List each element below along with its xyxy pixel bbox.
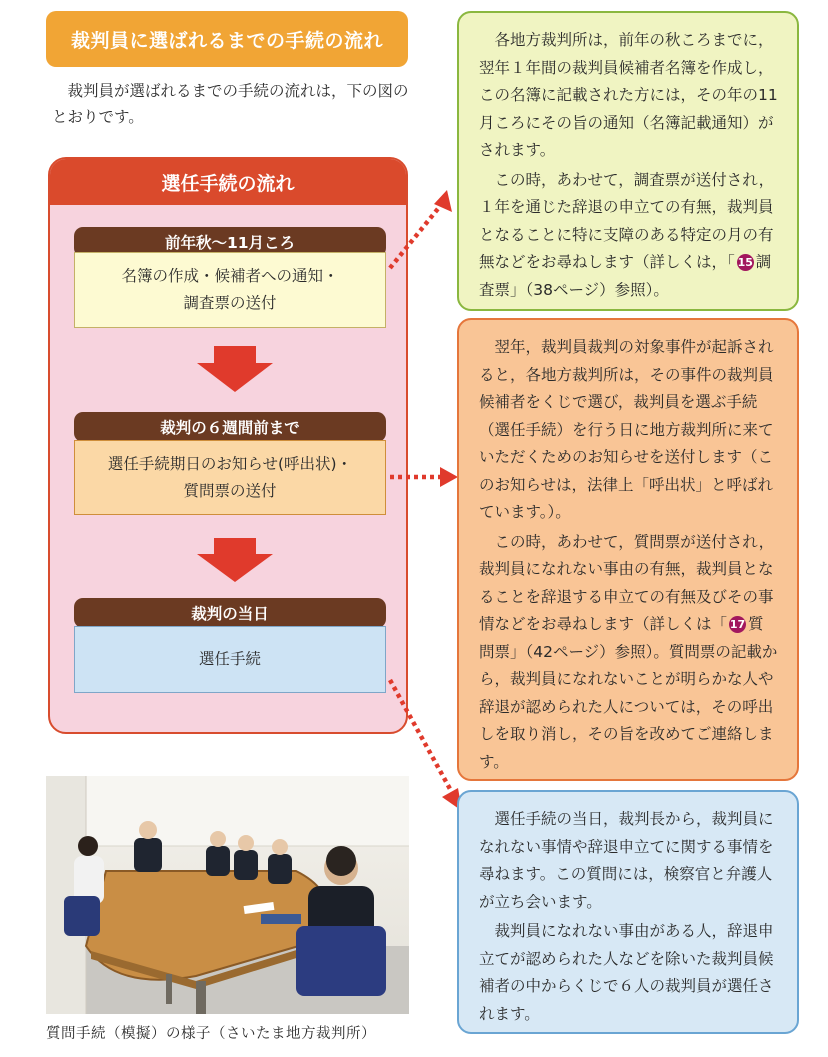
note-2-p2-text-a: この時，あわせて，質問票が送付され，裁判員になれない事由の有無，裁判員となることを辞退する申立ての有無及びその事情などをお尋ねします（詳しくは「: [479, 532, 775, 633]
stage-2-line-2: 質問票の送付: [183, 481, 277, 500]
note-1-paragraph-2: [479, 167, 779, 305]
courtroom-photo: [46, 776, 409, 1014]
note-2-paragraph-1: 翌年，裁判員裁判の対象事件が起訴されると，各地方裁判所は，その事件の裁判員候補者をくじで選び，裁判員を選ぶ手続（選任手続）を行う日に地方裁判所に来ていただくためのお知らせを送付します（このお知らせは，法律上「呼出状」と呼ばれています。）。: [479, 338, 774, 521]
note-box-selection-day: [457, 790, 799, 1034]
stage-3-label: 裁判の当日: [74, 598, 386, 628]
down-arrow-icon: [197, 538, 273, 582]
stage-1-line-1: 名簿の作成・候補者への通知・: [121, 267, 339, 285]
note-2-p2-text-b: 質問票」（42ページ）参照）。質問票の記載から，裁判員になれないことが明らかな人や辞退が認められた人については，その呼出しを取り消し，その旨を改めてご連絡します。: [479, 615, 778, 771]
connector-line-1: [390, 200, 445, 268]
photo-caption: 質問手続（模擬）の様子（さいたま地方裁判所）: [46, 1026, 376, 1042]
note-box-roster: [457, 11, 799, 311]
note-2-paragraph-2: [479, 529, 779, 777]
note-3-paragraph-2: 裁判員になれない事由がある人，辞退申立てが認められた人などを除いた裁判員候補者の中からくじで６人の裁判員が選任されます。: [479, 922, 774, 1023]
note-1-paragraph-1: 各地方裁判所は，前年の秋ころまでに，翌年１年間の裁判員候補者名簿を作成し，この名簿に記載された方には，その年の11月ころにその旨の通知（名簿記載通知）がされます。: [479, 31, 778, 159]
number-badge-17: 17: [729, 616, 746, 633]
stage-3-line-1: 選任手続: [198, 650, 261, 668]
note-1-p2-text-b: 調査票」（38ページ）参照）。: [479, 253, 772, 299]
note-3-paragraph-1: 選任手続の当日，裁判長から，裁判員になれない事情や辞退申立てに関する事情を尋ねます。この質問には，検察官と弁護人が立ち会います。: [479, 810, 774, 911]
intro-text: 裁判員が選ばれるまでの手続の流れは，下の図のとおりです。: [52, 82, 409, 126]
flow-title: 選任手続の流れ: [50, 159, 406, 205]
stage-1-line-2: 調査票の送付: [183, 294, 277, 312]
note-1-p2-text-a: この時，あわせて，調査票が送付され，１年を通じた辞退の申立ての有無，裁判員となることに特に支障のある特定の月の有無などをお尋ねします（詳しくは，「: [479, 170, 775, 271]
number-badge-15: 15: [737, 254, 754, 271]
section-heading: 裁判員に選ばれるまでの手続の流れ: [46, 11, 408, 67]
down-arrow-icon: [197, 346, 273, 392]
note-box-summons: [457, 318, 799, 781]
stage-1-label: 前年秋〜11月ころ: [74, 227, 386, 257]
stage-2-label: 裁判の６週間前まで: [74, 412, 386, 442]
arrowhead-icon: [440, 467, 458, 487]
stage-2-line-1: 選任手続期日のお知らせ(呼出状)・: [107, 454, 353, 473]
